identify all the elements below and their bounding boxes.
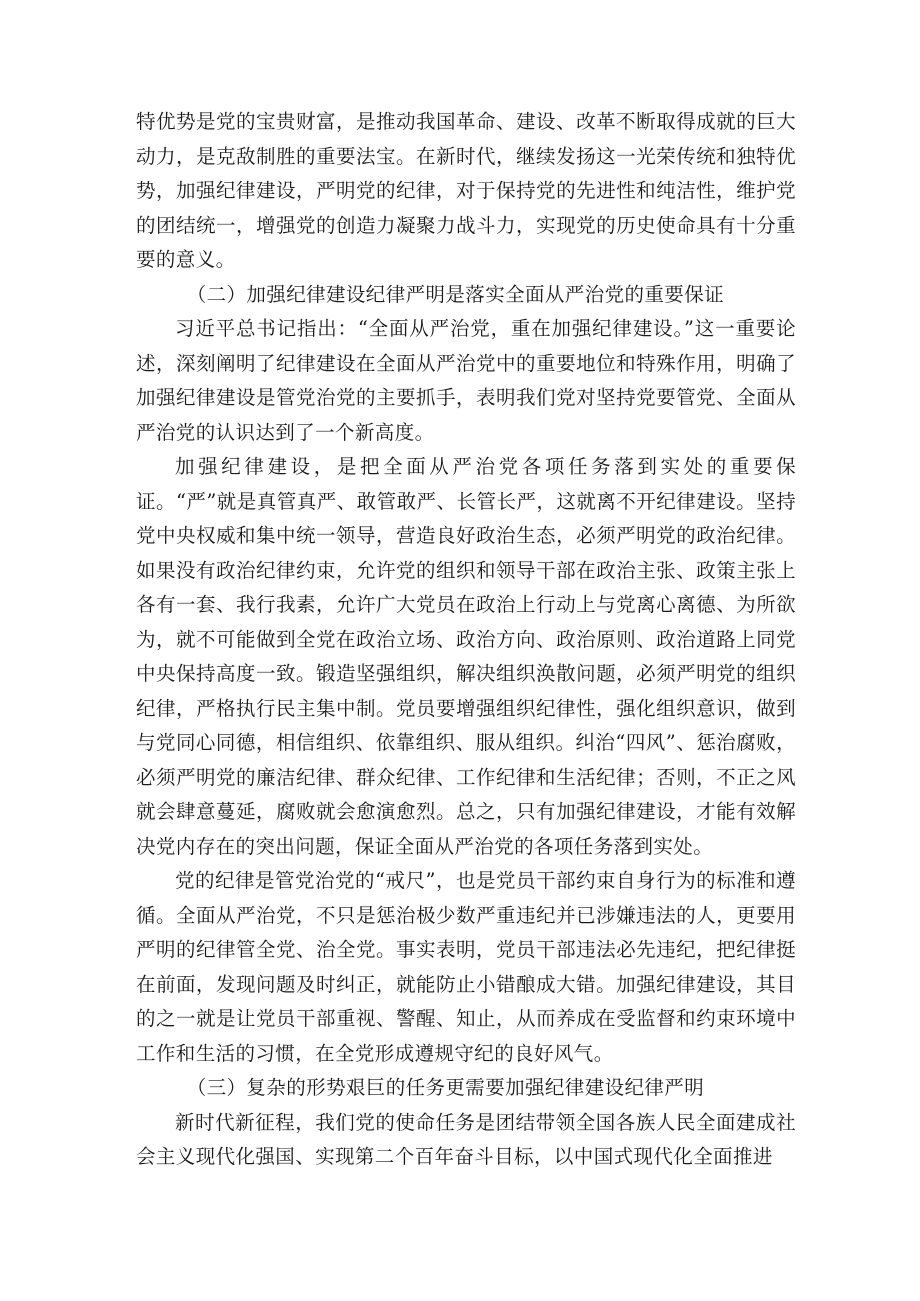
paragraph-new-era: 新时代新征程，我们党的使命任务是团结带领全国各族人民全面建成社会主义现代化强国、实现第二个百年奋斗目标，以中国式现代化全面推进 (136, 1110, 796, 1168)
section-heading-3: （三）复杂的形势艰巨的任务更需要加强纪律建设纪律严明 (186, 1076, 705, 1099)
paragraph-continuation: 特优势是党的宝贵财富，是推动我国革命、建设、改革不断取得成就的巨大动力，是克敌制胜的重要法宝。在新时代，继续发扬这一光荣传统和独特优势，加强纪律建设，严明党的纪律，对于保持党的先进性和纯洁性，维护党的团结统一，增强党的创造力凝聚力战斗力，实现党的历史使命具有十分重要的意义。 (136, 110, 796, 271)
paragraph-quote: 习近平总书记指出：“全面从严治党，重在加强纪律建设。”这一重要论述，深刻阐明了纪律建设在全面从严治党中的重要地位和特殊作用，明确了加强纪律建设是管党治党的主要抓手，表明我们党对坚持党要管党、全面从严治党的认识达到了一个新高度。 (136, 317, 796, 444)
paragraph-discipline-guarantee: 加强纪律建设，是把全面从严治党各项任务落到实处的重要保证。“严”就是真管真严、敢管敢严、长管长严，这就离不开纪律建设。坚持党中央权威和集中统一领导，营造良好政治生态，必须严明党的政治纪律。如果没有政治纪律约束，允许党的组织和领导干部在政治主张、政策主张上各有一套、我行我素，允许广大党员在政治上行动上与党离心离德、为所欲为，就不可能做到全党在政治立场、政治方向、政治原则、政治道路上同党中央保持高度一致。锻造坚强组织，解决组织涣散问题，必须严明党的组织纪律，严格执行民主集中制。党员要增强组织纪律性，强化组织意识，做到与党同心同德，相信组织、依靠组织、服从组织。纠治“四风”、惩治腐败，必须严明党的廉洁纪律、群众纪律、工作纪律和生活纪律；否则，不正之风就会肆意蔓延，腐败就会愈演愈烈。总之，只有加强纪律建设，才能有效解决党内存在的突出问题，保证全面从严治党的各项任务落到实处。 (136, 455, 796, 858)
section-heading-2: （二）加强纪律建设纪律严明是落实全面从严治党的重要保证 (186, 282, 724, 306)
paragraph-discipline-ruler: 党的纪律是管党治党的“戒尺”，也是党员干部约束自身行为的标准和遵循。全面从严治党，不只是惩治极少数严重违纪并已涉嫌违法的人，更要用严明的纪律管全党、治全党。事实表明，党员干部违法必先违纪，把纪律挺在前面，发现问题及时纠正，就能防止小错酿成大错。加强纪律建设，其目的之一就是让党员干部重视、警醒、知止，从而养成在受监督和约束环境中工作和生活的习惯，在全党形成遵规守纪的良好风气。 (136, 869, 796, 1065)
